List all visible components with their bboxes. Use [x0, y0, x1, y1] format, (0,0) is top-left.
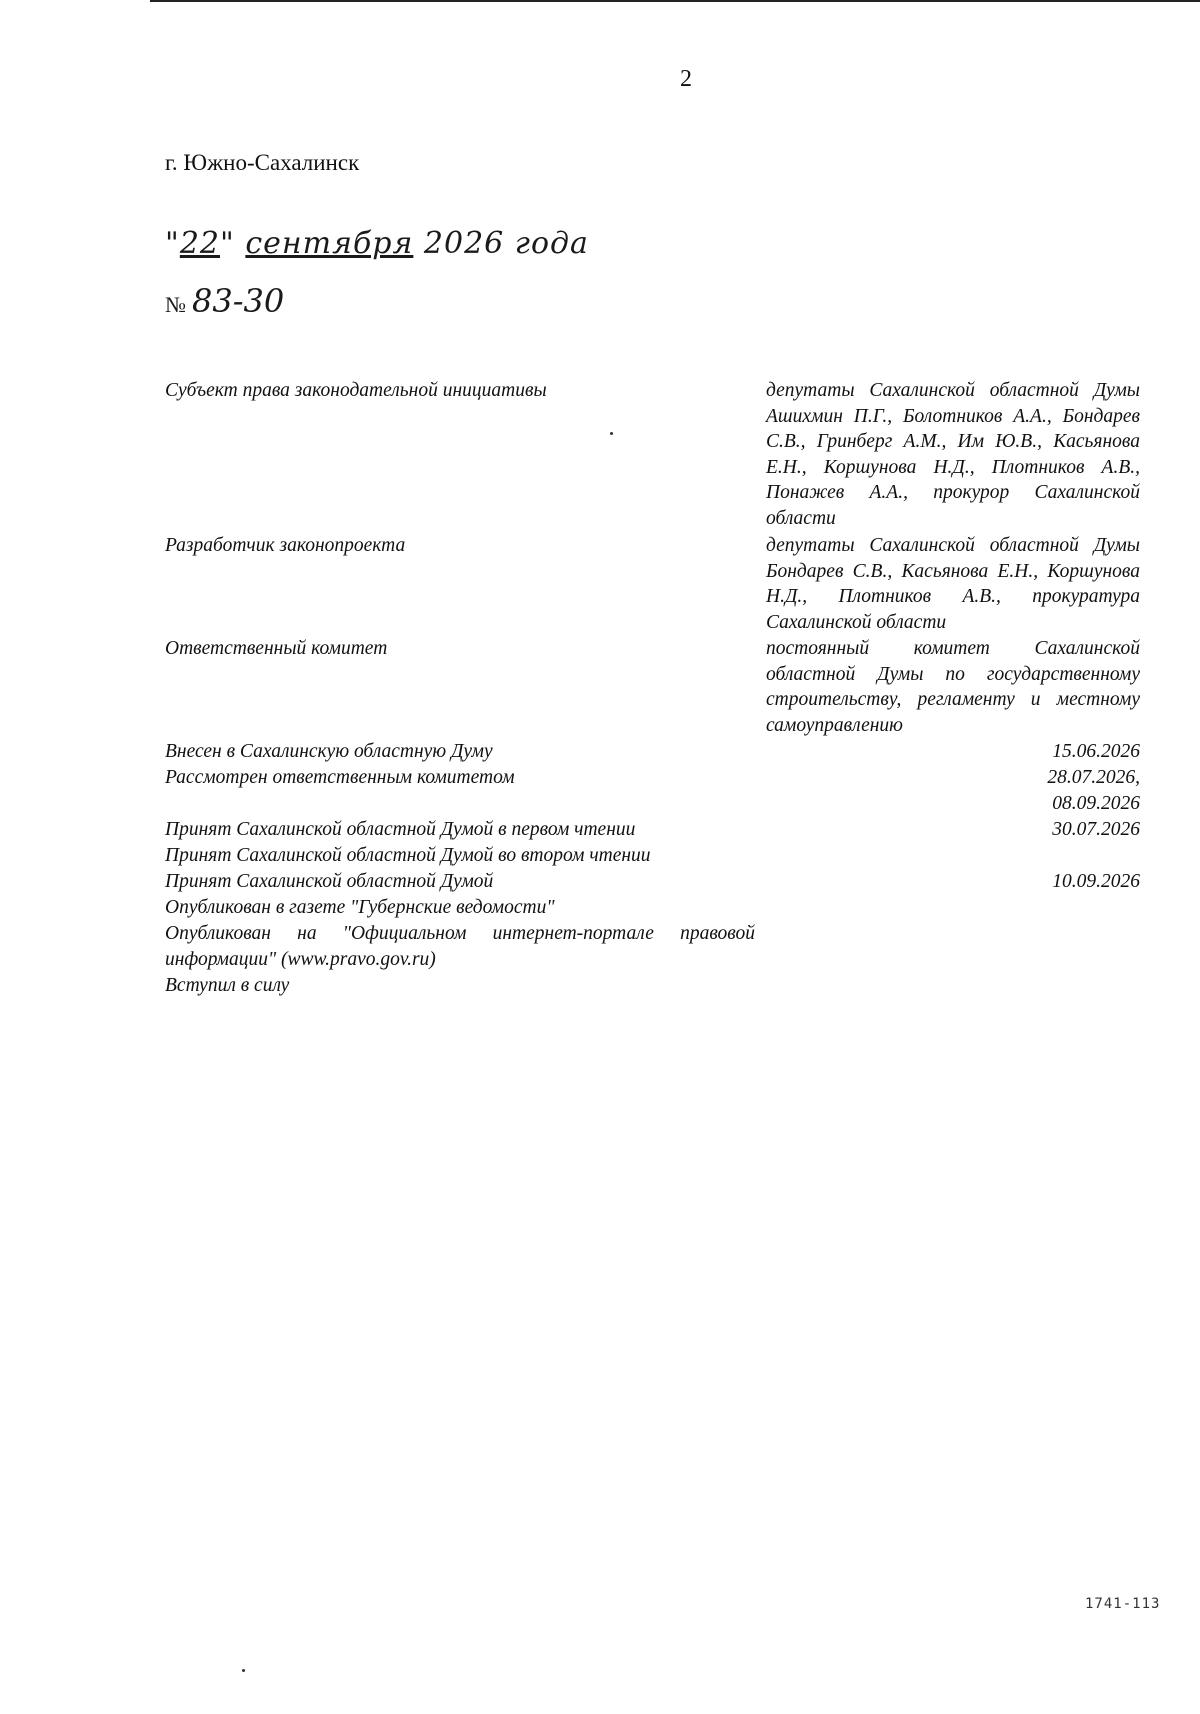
page-number: 2 [680, 66, 692, 92]
responsible-committee-value: постоянный комитет Сахалинской областной Думы по государственному строительству, регламенту и местному самоуправлению [766, 638, 1140, 736]
number-value: 83-30 [192, 282, 285, 320]
adopted-date: 10.09.2026 [1052, 871, 1140, 892]
date-quote-open: " [165, 226, 180, 261]
submitted-date: 15.06.2026 [1052, 741, 1140, 762]
scan-speck [242, 1669, 245, 1672]
adopted-label: Принят Сахалинской областной Думой [165, 871, 494, 892]
first-reading-label: Принят Сахалинской областной Думой в первом чтении [165, 819, 636, 840]
date-month: сентября [245, 226, 414, 261]
initiative-subject-value: депутаты Сахалинской областной Думы Ашихмин П.Г., Болотников А.А., Бондарев С.В., Гринберг А.М., Им Ю.В., Касьянова Е.Н., Коршунова Н.Д., Плотников А.В., Понажев А.А., прокурор Сахалинской области [766, 380, 1140, 529]
published-portal-label: Опубликован на "Официальном интернет-портале правовой информации" (www.pravo.gov.ru) [165, 923, 755, 970]
scan-speck [610, 432, 613, 435]
date-quote-close: " [220, 226, 235, 261]
city-line: г. Южно-Сахалинск [165, 150, 360, 175]
date-year: 2026 года [423, 226, 589, 261]
initiative-subject-label: Субъект права законодательной инициативы [165, 380, 547, 401]
number-prefix: № [165, 292, 186, 317]
handwritten-date [165, 226, 589, 261]
considered-date-2: 08.09.2026 [1052, 793, 1140, 814]
date-day: 22 [179, 226, 220, 261]
published-newspaper-label: Опубликован в газете "Губернские ведомости" [165, 897, 555, 918]
submitted-label: Внесен в Сахалинскую областную Думу [165, 741, 493, 762]
handwritten-number [165, 282, 284, 320]
top-border-line [150, 0, 1200, 2]
considered-date-1: 28.07.2026, [1047, 767, 1140, 788]
second-reading-label: Принят Сахалинской областной Думой во втором чтении [165, 845, 651, 866]
bill-developer-value: депутаты Сахалинской областной Думы Бондарев С.В., Касьянова Е.Н., Коршунова Н.Д., Плотников А.В., прокуратура Сахалинской области [766, 535, 1140, 633]
bill-developer-label: Разработчик законопроекта [165, 535, 406, 556]
in-force-label: Вступил в силу [165, 975, 290, 996]
considered-label: Рассмотрен ответственным комитетом [165, 767, 515, 788]
first-reading-date: 30.07.2026 [1052, 819, 1140, 840]
footer-code: 1741-113 [1085, 1596, 1161, 1612]
responsible-committee-label: Ответственный комитет [165, 638, 388, 659]
